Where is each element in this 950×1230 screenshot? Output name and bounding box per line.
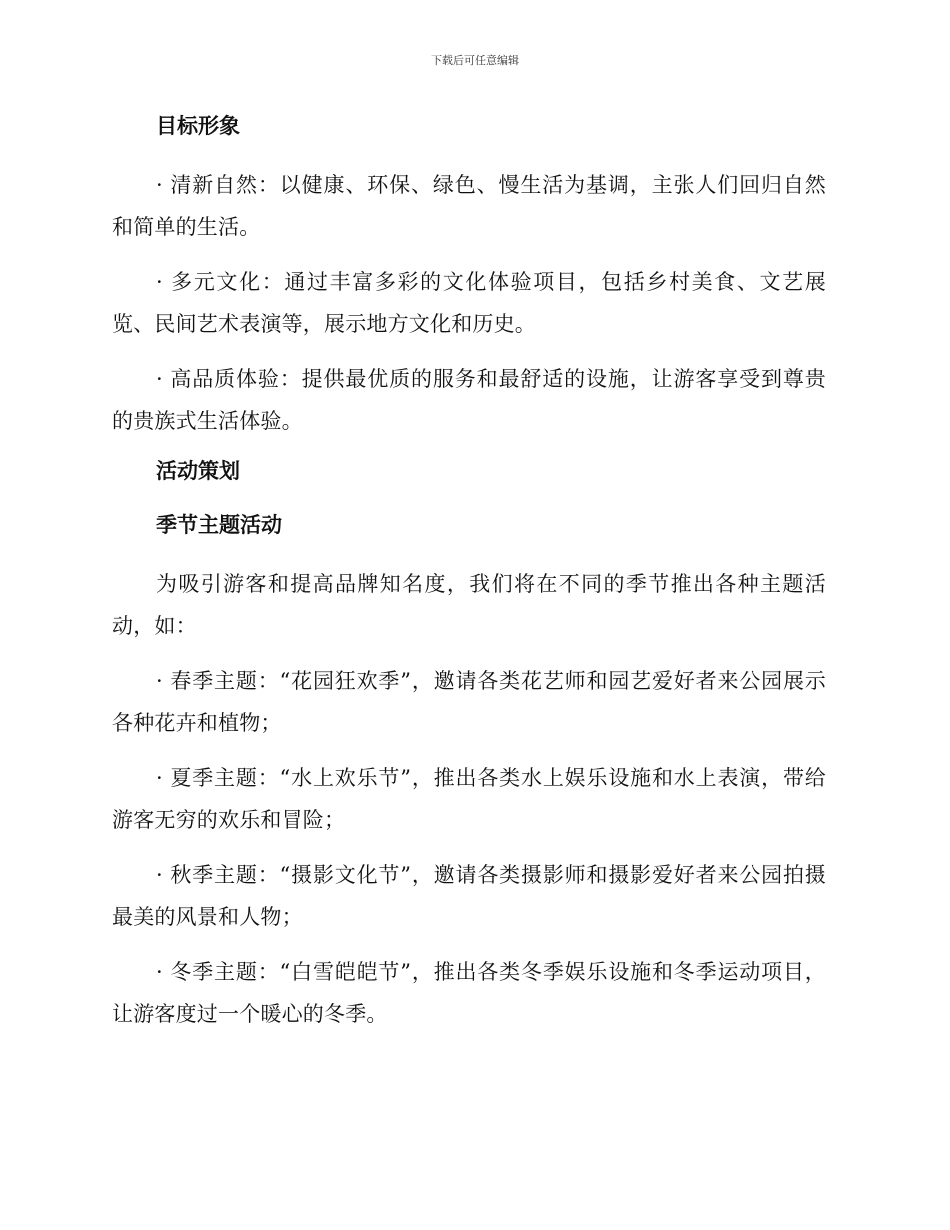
paragraph-summer-theme: · 夏季主题：“水上欢乐节”，推出各类水上娱乐设施和水上表演，带给游客无穷的欢乐和冒险； (112, 766, 826, 832)
document-body (112, 110, 826, 1035)
paragraph-winter-theme: · 冬季主题：“白雪皑皑节”，推出各类冬季娱乐设施和冬季运动项目，让游客度过一个暖心的冬季。 (112, 960, 826, 1026)
paragraph-seasonal-intro: 为吸引游客和提高品牌知名度，我们将在不同的季节推出各种主题活动，如： (112, 572, 826, 638)
paragraph-spring-theme: · 春季主题：“花园狂欢季”，邀请各类花艺师和园艺爱好者来公园展示各种花卉和植物； (112, 669, 826, 735)
paragraph-diverse-culture: · 多元文化：通过丰富多彩的文化体验项目，包括乡村美食、文艺展览、民间艺术表演等，展示地方文化和历史。 (112, 270, 826, 336)
paragraph-high-quality-experience: · 高品质体验：提供最优质的服务和最舒适的设施，让游客享受到尊贵的贵族式生活体验。 (112, 367, 826, 433)
page-header-note: 下载后可任意编辑 (431, 54, 519, 67)
paragraph-autumn-theme: · 秋季主题：“摄影文化节”，邀请各类摄影师和摄影爱好者来公园拍摄最美的风景和人物； (112, 863, 826, 929)
section-heading-seasonal-events: 季节主题活动 (156, 513, 282, 537)
section-heading-activity-planning: 活动策划 (156, 459, 240, 483)
section-heading-target-image: 目标形象 (156, 114, 240, 138)
paragraph-fresh-natural: · 清新自然：以健康、环保、绿色、慢生活为基调，主张人们回归自然和简单的生活。 (112, 173, 826, 239)
